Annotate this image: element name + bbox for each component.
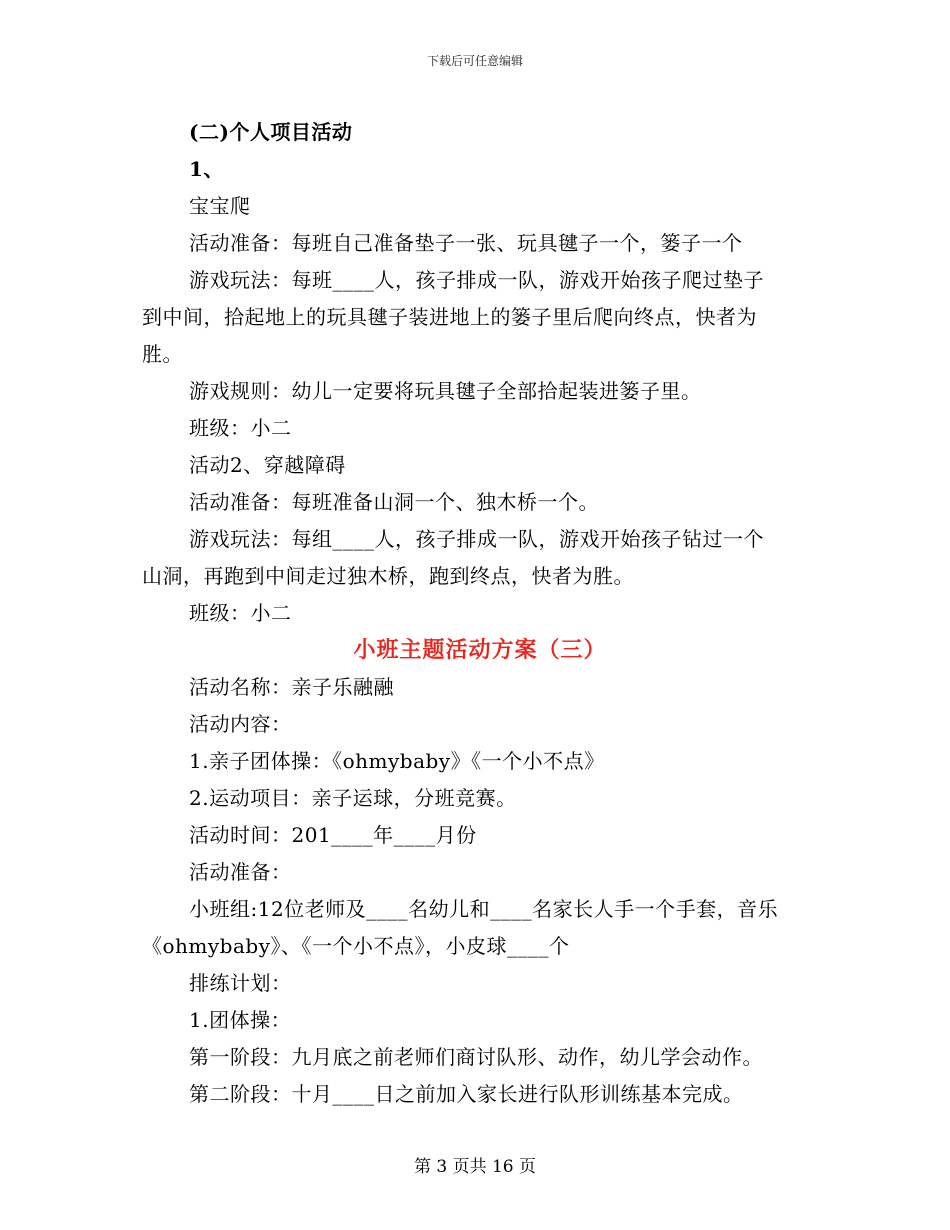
document-body [142,114,818,1113]
paragraph-continuation: 胜。 [142,342,183,366]
paragraph: 活动名称：亲子乐融融 [189,675,394,699]
section-title: 小班主题活动方案（三） [353,637,607,663]
list-item: 1.亲子团体操：《ohmybaby》《一个小不点》 [189,749,605,773]
activity-number: 1、 [189,157,224,181]
paragraph: 游戏玩法：每班____人，孩子排成一队，游戏开始孩子爬过垫子 [189,268,764,292]
paragraph: 第二阶段：十月____日之前加入家长进行队形训练基本完成。 [189,1082,744,1106]
paragraph: 排练计划： [189,971,292,995]
page-header: 下载后可任意编辑 [426,54,523,68]
paragraph-continuation: 山洞，再跑到中间走过独木桥，跑到终点，快者为胜。 [142,564,634,588]
paragraph: 班级：小二 [189,416,292,440]
paragraph-continuation: 到中间，拾起地上的玩具毽子装进地上的篓子里后爬向终点，快者为 [142,305,757,329]
paragraph: 活动时间：201____年____月份 [189,823,477,847]
paragraph: 活动准备：每班自己准备垫子一张、玩具毽子一个，篓子一个 [189,231,743,255]
page-footer: 第 3 页共 16 页 [413,1157,537,1177]
paragraph: 活动准备：每班准备山洞一个、独木桥一个。 [189,490,599,514]
section-heading: (二)个人项目活动 [189,120,353,144]
paragraph: 宝宝爬 [189,194,251,218]
paragraph: 游戏规则：幼儿一定要将玩具毽子全部拾起装进篓子里。 [189,379,702,403]
paragraph: 班级：小二 [189,601,292,625]
paragraph: 第一阶段：九月底之前老师们商讨队形、动作，幼儿学会动作。 [189,1045,763,1069]
paragraph-continuation: 《ohmybaby》、《一个小不点》，小皮球____个 [142,934,570,958]
paragraph: 游戏玩法：每组____人，孩子排成一队，游戏开始孩子钻过一个 [189,527,764,551]
paragraph: 活动内容： [189,712,292,736]
paragraph: 小班组:12位老师及____名幼儿和____名家长人手一个手套，音乐 [189,897,779,921]
paragraph: 活动准备： [189,860,292,884]
list-item: 2.运动项目：亲子运球，分班竞赛。 [189,786,517,810]
list-item: 1.团体操： [189,1008,292,1032]
paragraph: 活动2、穿越障碍 [189,453,346,477]
